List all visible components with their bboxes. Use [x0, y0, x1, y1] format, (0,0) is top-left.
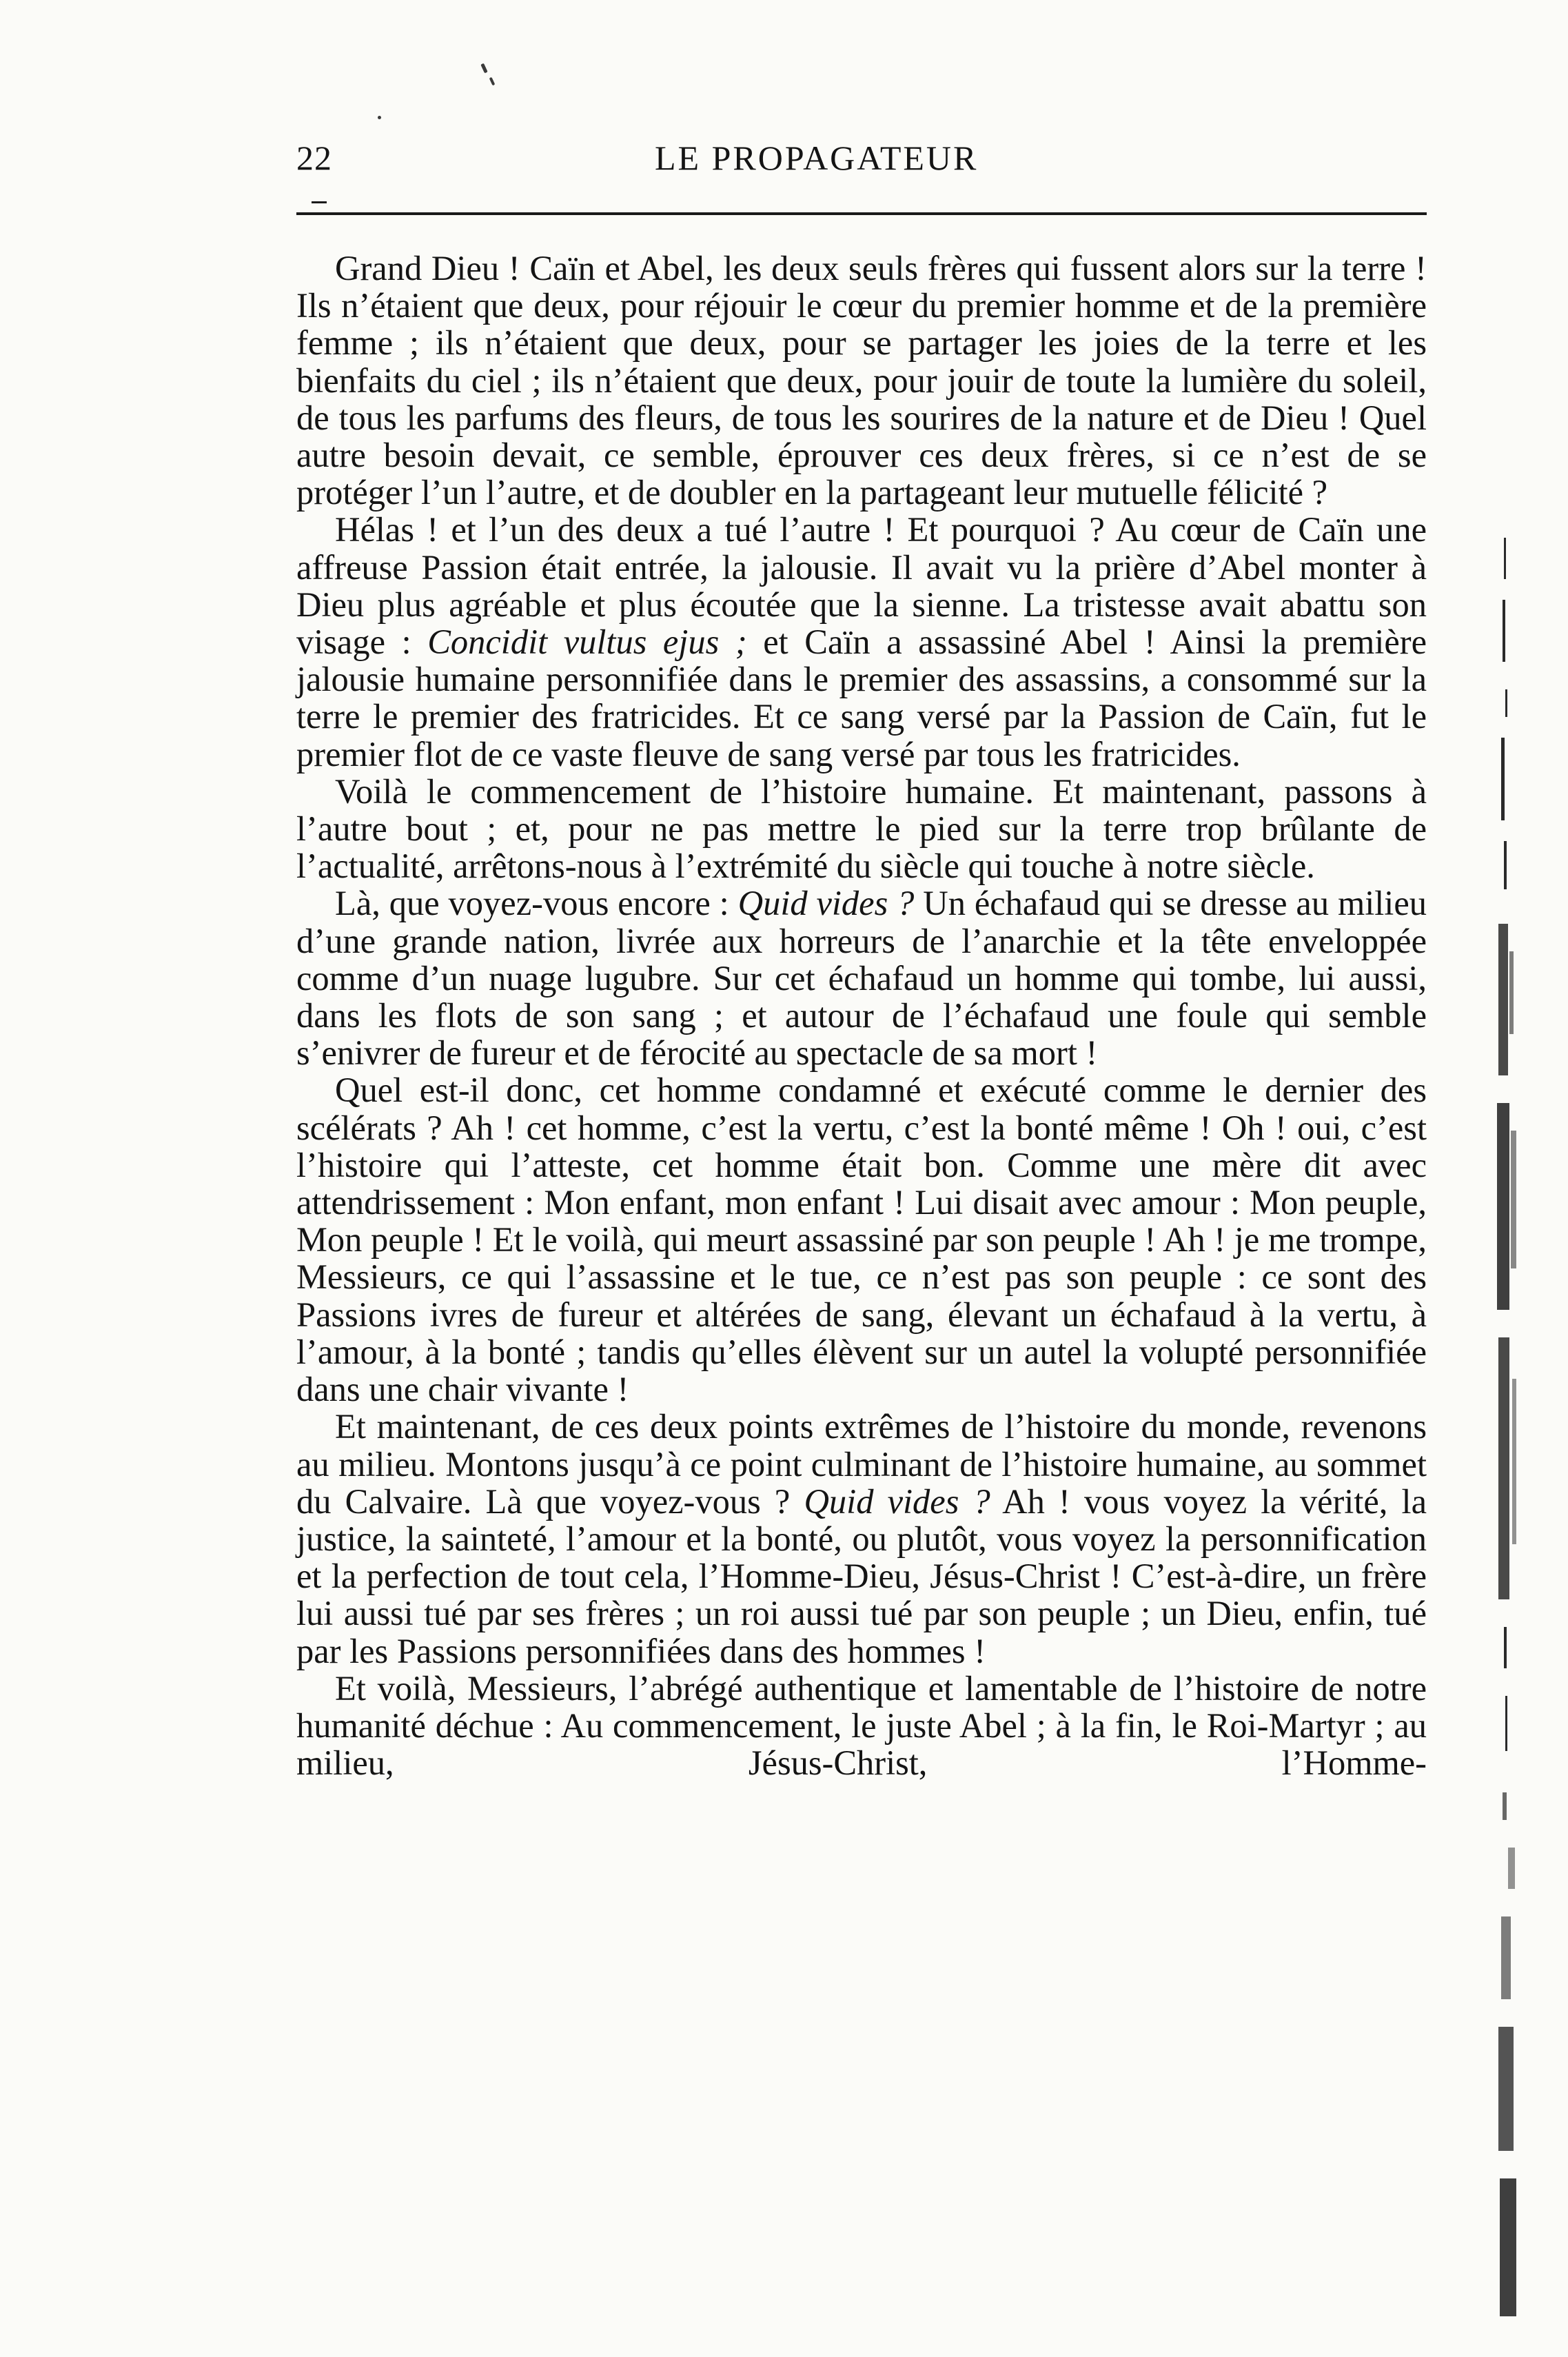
paragraph-7: Et voilà, Messieurs, l’abrégé authentique et lamentable de l’histoire de notre humanité déchue : Au commencement, le juste Abel ; à la fin, le Roi-Martyr ; au milieu, Jésus-Christ, l’Homme-	[296, 1668, 1427, 1783]
running-title: LE PROPAGATEUR	[655, 139, 979, 177]
latin-quote: Quid vides ?	[737, 884, 915, 923]
scan-speck	[489, 77, 496, 86]
paragraph-5: Quel est-il donc, cet homme condamné et exécuté comme le dernier des scélérats ? Ah ! cet homme, c’est la vertu, c’est la bonté même ! Oh ! oui, c’est l’histoire qui l’atteste, cet homme était bon. Comme une mère dit avec attendrissement : Mon enfant, mon enfant ! Lui disait avec amour : Mon peuple, Mon peuple ! Et le voilà, qui meurt assassiné par son peuple ! Ah ! je me trompe, Messieurs, ce qui l’assassine et le tue, ce n’est pas son peuple : ce sont des Passions ivres de fureur et altérées de sang, élevant un échafaud à la vertu, à l’amour, à la bonté ; tandis qu’elles élèvent sur un autel la volupté personnifiée dans une chair vivante !	[296, 1071, 1427, 1409]
body-text	[296, 250, 1427, 1781]
scan-edge-noise	[1489, 510, 1537, 2330]
scan-speck	[480, 63, 487, 74]
header-tick-mark	[312, 201, 327, 203]
latin-quote: Quid vides ?	[804, 1481, 990, 1521]
paragraph-3: Voilà le commencement de l’histoire humaine. Et maintenant, passons à l’autre bout ; et, pour ne pas mettre le pied sur la terre trop brûlante de l’actualité, arrêtons-nous à l’extrémité du siècle qui touche à notre siècle.	[296, 771, 1427, 886]
header-rule	[296, 212, 1427, 215]
scan-speck	[378, 116, 381, 119]
paragraph-1: Grand Dieu ! Caïn et Abel, les deux seuls frères qui fussent alors sur la terre ! Ils n’étaient que deux, pour réjouir le cœur du premier homme et de la première femme ; ils n’étaient que deux, pour se partager les joies de la terre et les bienfaits du ciel ; ils n’étaient que deux, pour jouir de toute la lumière du soleil, de tous les parfums des fleurs, de tous les sourires de la nature et de Dieu ! Quel autre besoin devait, ce semble, éprouver ces deux frères, si ce n’est de se protéger l’un l’autre, et de doubler en la partageant leur mutuelle félicité ?	[296, 249, 1427, 512]
latin-quote: Concidit vultus ejus ;	[427, 623, 747, 662]
page-header	[296, 138, 1427, 193]
paragraph-2: Hélas ! et l’un des deux a tué l’autre ! Et pourquoi ? Au cœur de Caïn une affreuse Passion était entrée, la jalousie. Il avait vu la prière d’Abel monter à Dieu plus agréable et plus écoutée que la sienne. La tristesse avait abattu son visage : Concidit vultus ejus ; et Caïn a assassiné Abel ! Ainsi la première jalousie humaine personnifiée dans le premier des assassins, a consommé sur la terre le premier des fratricides. Et ce sang versé par la Passion de Caïn, fut le premier flot de ce vaste fleuve de sang versé par tous les fratricides.	[296, 510, 1427, 773]
paragraph-4: Là, que voyez-vous encore : Quid vides ? Un échafaud qui se dresse au milieu d’une grande nation, livrée aux horreurs de l’anarchie et la tête enveloppée comme d’un nuage lugubre. Sur cet échafaud un homme qui tombe, lui aussi, dans les flots de son sang ; et autour de l’échafaud une foule qui semble s’enivrer de fureur et de férocité au spectacle de sa mort !	[296, 884, 1427, 1073]
page-number: 22	[296, 139, 332, 177]
paragraph-6: Et maintenant, de ces deux points extrêmes de l’histoire du monde, revenons au milieu. Montons jusqu’à ce point culminant de l’histoire humaine, au sommet du Calvaire. Là que voyez-vous ? Quid vides ? Ah ! vous voyez la vérité, la justice, la sainteté, l’amour et la bonté, ou plutôt, vous voyez la personnification et la perfection de tout cela, l’Homme-Dieu, Jésus-Christ ! C’est-à-dire, un frère lui aussi tué par ses frères ; un roi aussi tué par son peuple ; un Dieu, enfin, tué par les Passions personnifiées dans des hommes !	[296, 1407, 1427, 1670]
